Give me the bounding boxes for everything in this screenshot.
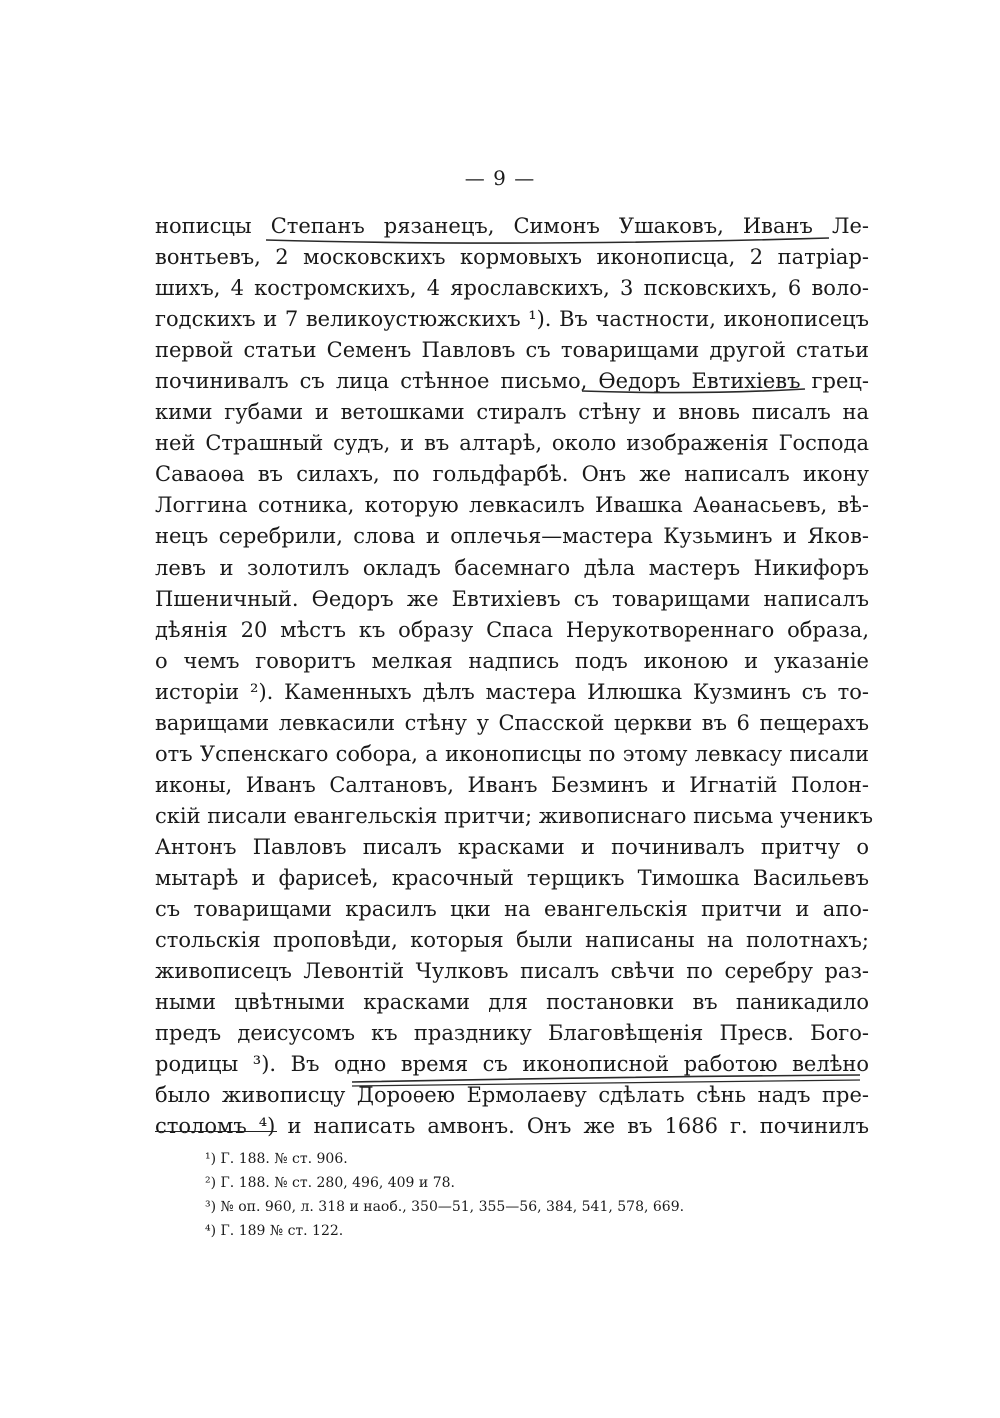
text-line: нецъ серебрили, слова и оплечья—мастера Кузьминъ и Яков- bbox=[155, 524, 869, 549]
text-line: стольскія проповѣди, которыя были написаны на полотнахъ; bbox=[155, 928, 869, 953]
text-line: Пшеничный. Ѳедоръ же Евтихіевъ съ товарищами написалъ bbox=[155, 586, 869, 611]
page-number: — 9 — bbox=[464, 166, 536, 190]
text-line: живописецъ Левонтій Чулковъ писалъ свѣчи по серебру раз- bbox=[155, 959, 869, 984]
text-line: отъ Успенскаго собора, а иконописцы по этому левкасу писали bbox=[155, 741, 869, 766]
text-line: исторіи ²). Каменныхъ дѣлъ мастера Илюшка Кузминъ съ то- bbox=[155, 679, 869, 704]
footnote: ¹) Г. 188. № ст. 906. bbox=[205, 1151, 348, 1167]
footnote: ²) Г. 188. № ст. 280, 496, 409 и 78. bbox=[205, 1175, 455, 1191]
body-text bbox=[155, 211, 873, 1142]
footnote-divider bbox=[155, 1131, 277, 1132]
text-line: левъ и золотилъ окладъ басемнаго дѣла мастеръ Никифоръ bbox=[155, 555, 869, 580]
text-line: ными цвѣтными красками для постановки въ паникадило bbox=[155, 990, 869, 1015]
text-line: Антонъ Павловъ писалъ красками и починивалъ притчу о bbox=[155, 834, 869, 859]
text-line: починивалъ съ лица стѣнное письмо, Ѳедоръ Евтихіевъ грец- bbox=[155, 369, 869, 394]
text-line: нописцы Степанъ рязанецъ, Симонъ Ушаковъ, Иванъ Ле- bbox=[155, 214, 869, 238]
text-line: иконы, Иванъ Салтановъ, Иванъ Безминъ и Игнатій Полон- bbox=[155, 772, 869, 797]
text-line: о чемъ говоритъ мелкая надпись подъ иконою и указаніе bbox=[155, 648, 869, 673]
text-line: ней Страшный судъ, и въ алтарѣ, около изображенія Господа bbox=[155, 431, 869, 456]
text-line: варищами левкасили стѣну у Спасской церкви въ 6 пещерахъ bbox=[155, 710, 869, 735]
text-line: родицы ³). Въ одно время съ иконописной работою велѣно bbox=[155, 1052, 869, 1077]
text-line: съ товарищами красилъ цки на евангельскія притчи и апо- bbox=[155, 897, 869, 922]
text-line: годскихъ и 7 великоустюжскихъ ¹). Въ частности, иконописецъ bbox=[155, 307, 869, 332]
text-line: предъ деисусомъ къ празднику Благовѣщенія Пресв. Бого- bbox=[155, 1021, 869, 1046]
text-line: Логгина сотника, которую левкасилъ Ивашка Аѳанасьевъ, вѣ- bbox=[155, 493, 869, 518]
footnote: ⁴) Г. 189 № ст. 122. bbox=[205, 1223, 344, 1239]
text-line: вонтьевъ, 2 московскихъ кормовыхъ иконописца, 2 патріар- bbox=[155, 245, 869, 270]
footnotes bbox=[205, 1147, 805, 1243]
text-line: скій писали евангельскія притчи; живописнаго письма ученикъ bbox=[155, 803, 873, 828]
text-line: кими губами и ветошками стиралъ стѣну и вновь писалъ на bbox=[155, 400, 869, 425]
text-line: первой статьи Семенъ Павловъ съ товарищами другой статьи bbox=[155, 338, 869, 363]
text-line: мытарѣ и фарисеѣ, красочный терщикъ Тимошка Васильевъ bbox=[155, 865, 869, 890]
text-line: столомъ ⁴) и написать амвонъ. Онъ же въ 1686 г. починилъ bbox=[155, 1114, 869, 1139]
footnote: ³) № оп. 960, л. 318 и наоб., 350—51, 355—56, 384, 541, 578, 669. bbox=[205, 1199, 685, 1215]
text-line: Саваоѳа въ силахъ, по гольдфарбѣ. Онъ же написалъ икону bbox=[155, 462, 869, 487]
text-line: дѣянія 20 мѣстъ къ образу Спаса Нерукотвореннаго образа, bbox=[155, 617, 869, 642]
text-line: было живописцу Дороѳею Ермолаеву сдѣлать сѣнь надъ пре- bbox=[155, 1083, 869, 1108]
text-line: шихъ, 4 костромскихъ, 4 ярославскихъ, 3 псковскихъ, 6 воло- bbox=[155, 276, 869, 301]
